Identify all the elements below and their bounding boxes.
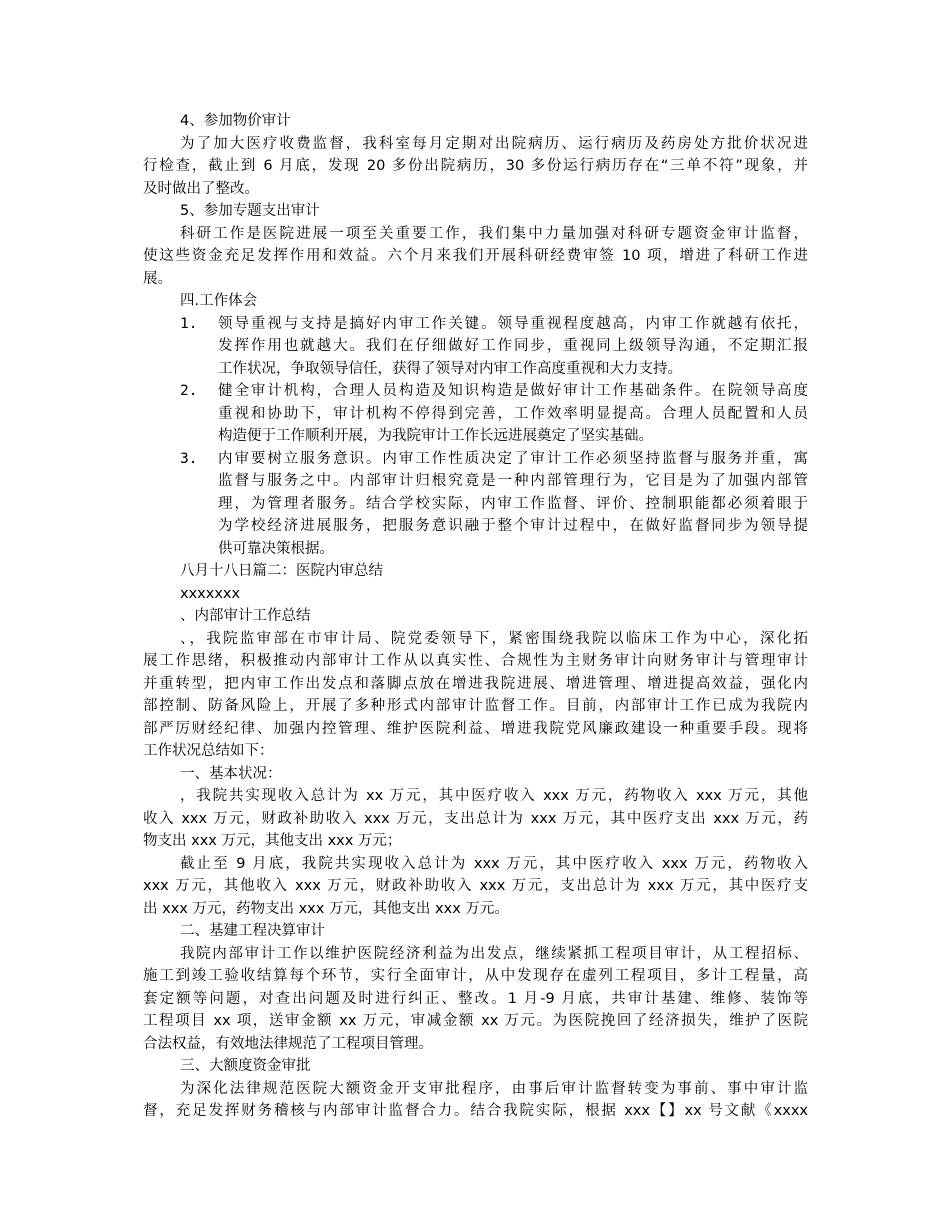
line-text: 为了加大医疗收费监督，我科室每月定期对出院病历、运行病历及药房处方批价状况进	[180, 135, 808, 152]
line-text: ，我院共实现收入总计为 xx 万元，其中医疗收入 xxx 万元，药物收入 xxx 万元，其他	[180, 788, 808, 804]
text-line	[143, 943, 808, 966]
line-text: 我院内部审计工作以维护医院经济利益为出发点，继续紧抓工程项目审计，从工程招标、	[180, 945, 808, 962]
line-text: 套定额等问题，对查出问题及时进行纠正、整改。1 月-9 月底，共审计基建、维修、装饰等	[143, 990, 808, 1007]
text-line	[143, 988, 808, 1011]
text-line	[143, 605, 808, 628]
line-text: 部严厉财经纪律、加强内控管理、维护医院利益、增进我院党风廉政建设一种重要手段。现将	[143, 720, 808, 737]
line-text: 出 xxx 万元，药物支出 xxx 万元，其他支出 xxx 万元。	[143, 900, 509, 917]
text-line	[143, 920, 808, 943]
text-line	[143, 470, 808, 493]
line-text: 施工到竣工验收结算每个环节，实行全面审计，从中发现存在虚列工程项目，多计工程量，高	[143, 968, 808, 984]
item-number: 3.	[180, 450, 198, 467]
text-line	[143, 740, 808, 763]
line-text: 物支出 xxx 万元，其他支出 xxx 万元；	[143, 833, 402, 849]
line-text: 及时做出了整改。	[143, 180, 259, 197]
text-line	[143, 515, 808, 538]
text-line	[143, 110, 808, 133]
text-line	[143, 583, 808, 606]
line-text: 4、参加物价审计	[180, 113, 291, 129]
line-text: 展工作思绪，积极推动内部审计工作从以真实性、合规性为主财务审计向财务审计与管理审计	[143, 653, 808, 669]
line-text: 并重转型，把内审工作出发点和落脚点放在增进我院进展、增进管理、增进提高效益，强化内	[143, 675, 808, 692]
text-line	[143, 830, 808, 853]
text-line	[143, 268, 808, 291]
line-text: 科研工作是医院进展一项至关重要工作，我们集中力量加强对科研专题资金审计监督，	[180, 225, 808, 242]
line-text: 理，为管理者服务。结合学校实际，内审工作监督、评价、控制职能都必须着眼于	[218, 495, 808, 512]
text-line	[143, 1033, 808, 1056]
text-line	[143, 1010, 808, 1033]
text-line	[143, 290, 808, 313]
line-text: 部控制、防备风险上，开展了多种形式内部审计监督工作。目前，内部审计工作已成为我院内	[143, 698, 808, 714]
line-text: 截止至 9 月底，我院共实现收入总计为 xxx 万元，其中医疗收入 xxx 万元，药物收入	[180, 855, 808, 872]
line-text: 为学校经济进展服务，把服务意识融于整个审计过程中，在做好监督同步为领导提	[218, 518, 808, 534]
text-line	[143, 898, 808, 921]
text-line	[143, 875, 808, 898]
line-text: 工程项目 xx 项，送审金额 xx 万元，审减金额 xx 万元。为医院挽回了经济损失，维护了医院	[143, 1013, 808, 1029]
text-line	[143, 560, 808, 583]
line-text: 构造便于工作顺利开展，为我院审计工作长远进展奠定了坚实基础。	[218, 428, 653, 444]
line-text: 供可靠决策根据。	[218, 540, 334, 557]
text-line	[143, 628, 808, 651]
line-text: 重视和协助下，审计机构不停得到完善，工作效率明显提高。合理人员配置和人员	[218, 405, 808, 422]
text-line	[143, 1055, 808, 1078]
text-line	[143, 763, 808, 786]
line-text: 、内部审计工作总结	[180, 608, 311, 624]
text-line	[143, 155, 808, 178]
text-line	[143, 335, 808, 358]
text-line	[143, 673, 808, 696]
text-line	[143, 133, 808, 156]
line-text: 工作状况，争取领导信任，获得了领导对内审工作高度重视和大力支持。	[218, 360, 682, 377]
text-line	[143, 650, 808, 673]
text-line	[143, 200, 808, 223]
line-text: 四.工作体会	[180, 293, 258, 309]
line-text: 内审要树立服务意识。内审工作性质决定了审计工作必须坚持监督与服务并重，寓	[218, 450, 808, 467]
text-line	[143, 808, 808, 831]
numbered-item-line	[143, 313, 808, 336]
line-text: 监督与服务之中。内部审计归根究竟是一种内部管理行为，它目是为了加强内部管	[218, 473, 808, 489]
line-text: 二、基建工程决算审计	[180, 923, 325, 939]
line-text: 八月十八日篇二：医院内审总结	[180, 563, 383, 579]
text-line	[143, 785, 808, 808]
line-text: 收入 xxx 万元，财政补助收入 xxx 万元，支出总计为 xxx 万元，其中医疗支出 xxx 万元，药	[143, 810, 808, 827]
line-text: 督，充足发挥财务稽核与内部审计监督合力。结合我院实际，根据 xxx【】xx 号文献《xxxx	[143, 1103, 808, 1119]
line-text: 发挥作用也就越大。我们在仔细做好工作同步，重视同上级领导沟通，不定期汇报	[218, 338, 808, 354]
text-line	[143, 178, 808, 201]
text-line	[143, 1078, 808, 1101]
text-line	[143, 1100, 808, 1123]
text-line	[143, 965, 808, 988]
line-text: 合法权益，有效地法律规范了工程项目管理。	[143, 1035, 433, 1052]
item-number: 1.	[180, 315, 198, 332]
text-line	[143, 425, 808, 448]
line-text: 一、基本状况：	[180, 765, 282, 782]
line-text: 展。	[143, 270, 172, 287]
text-line	[143, 718, 808, 741]
text-line	[143, 538, 808, 561]
document-body	[143, 110, 808, 1123]
line-text: 5、参加专题支出审计	[180, 203, 320, 219]
text-line	[143, 695, 808, 718]
text-line	[143, 358, 808, 381]
text-line	[143, 403, 808, 426]
text-line	[143, 853, 808, 876]
line-text: 工作状况总结如下：	[143, 743, 274, 759]
line-text: 三、大额度资金审批	[180, 1058, 311, 1074]
text-line	[143, 245, 808, 268]
item-number: 2.	[180, 383, 198, 399]
line-text: 、，我院监审部在市审计局、院党委领导下，紧密围绕我院以临床工作为中心，深化拓	[180, 630, 808, 647]
line-text: 领导重视与支持是搞好内审工作关键。领导重视程度越高，内审工作就越有依托，	[218, 315, 808, 332]
line-text: xxx 万元，其他收入 xxx 万元，财政补助收入 xxx 万元，支出总计为 xxx 万元，其中医疗支	[143, 878, 808, 894]
numbered-item-line	[143, 448, 808, 471]
text-line	[143, 223, 808, 246]
numbered-item-line	[143, 380, 808, 403]
line-text: 健全审计机构，合理人员构造及知识构造是做好审计工作基础条件。在院领导高度	[218, 383, 808, 399]
line-text: 使这些资金充足发挥作用和效益。六个月来我们开展科研经费审签 10 项，增进了科研工作进	[143, 248, 808, 264]
line-text: 为深化法律规范医院大额资金开支审批程序，由事后审计监督转变为事前、事中审计监	[180, 1080, 808, 1097]
line-text: xxxxxxx	[180, 585, 241, 602]
text-line	[143, 493, 808, 516]
line-text: 行检查，截止到 6 月底，发现 20 多份出院病历，30 多份运行病历存在“三单不符”现象，并	[143, 158, 808, 174]
